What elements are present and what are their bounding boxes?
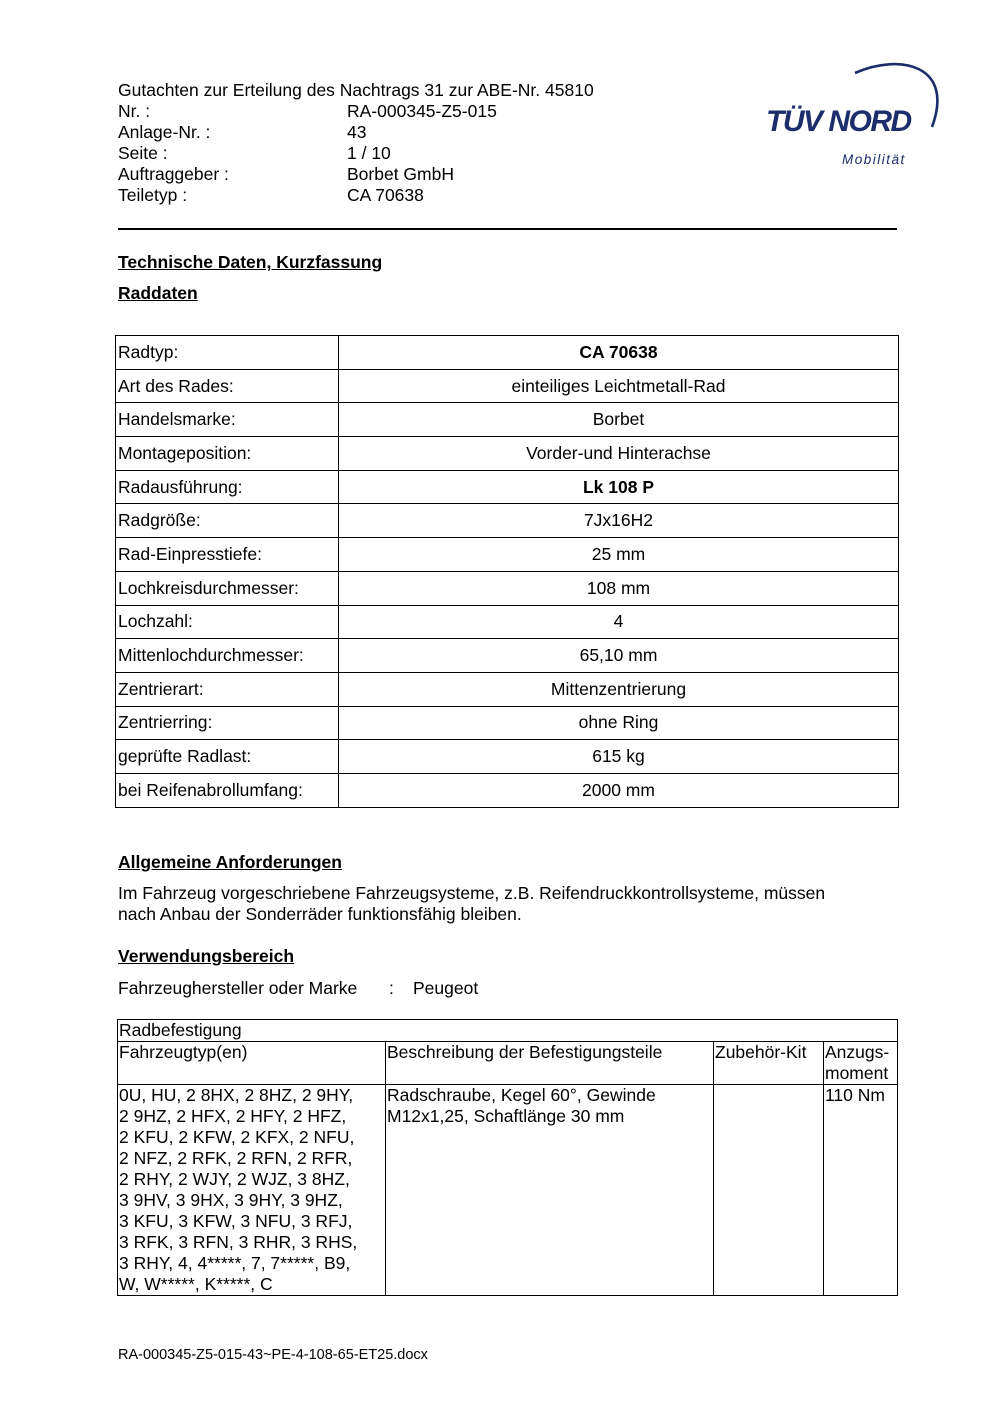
radbefestigung-table bbox=[117, 1019, 898, 1296]
header-value: 1 / 10 bbox=[347, 143, 391, 163]
vehicle-types-line: W, W*****, K*****, C bbox=[119, 1274, 273, 1294]
header-anzugsmoment bbox=[824, 1042, 898, 1085]
header-divider bbox=[118, 228, 897, 230]
row-value: Borbet bbox=[339, 403, 899, 437]
vehicle-types-line: 3 RHY, 4, 4*****, 7, 7*****, B9, bbox=[119, 1253, 351, 1273]
row-label: Radausführung: bbox=[116, 470, 339, 504]
row-label: bei Reifenabrollumfang: bbox=[116, 773, 339, 807]
table-row bbox=[116, 504, 899, 538]
row-label: Zentrierart: bbox=[116, 672, 339, 706]
header-anzugsmoment-line: Anzugs- bbox=[825, 1042, 890, 1062]
table-row bbox=[116, 605, 899, 639]
accessory-kit-cell bbox=[714, 1085, 824, 1296]
header-value: 43 bbox=[347, 122, 367, 142]
vehicle-types-line: 3 RFK, 3 RFN, 3 RHR, 3 RHS, bbox=[119, 1232, 358, 1252]
header-row-auftraggeber bbox=[118, 164, 454, 185]
header-label: Teiletyp : bbox=[118, 185, 188, 205]
paragraph-line: nach Anbau der Sonderräder funktionsfähig bleiben. bbox=[118, 904, 522, 924]
row-label: Lochkreisdurchmesser: bbox=[116, 571, 339, 605]
fastener-description-line: M12x1,25, Schaftlänge 30 mm bbox=[387, 1106, 625, 1126]
vehicle-types-line: 2 NFZ, 2 RFK, 2 RFN, 2 RFR, bbox=[119, 1148, 353, 1168]
header-label: Auftraggeber : bbox=[118, 164, 229, 184]
header-value: RA-000345-Z5-015 bbox=[347, 101, 497, 121]
fastener-description-cell bbox=[386, 1085, 714, 1296]
vehicle-types-line: 3 KFU, 3 KFW, 3 NFU, 3 RFJ, bbox=[119, 1211, 353, 1231]
section-heading-allgemeine-anforderungen: Allgemeine Anforderungen bbox=[118, 852, 342, 872]
table-row bbox=[116, 571, 899, 605]
row-value: 2000 mm bbox=[339, 773, 899, 807]
section-heading-raddaten: Raddaten bbox=[118, 283, 198, 303]
paragraph-line: Im Fahrzeug vorgeschriebene Fahrzeugsysteme, z.B. Reifendruckkontrollsysteme, müssen bbox=[118, 883, 826, 903]
vehicle-types-cell bbox=[118, 1085, 386, 1296]
row-value: CA 70638 bbox=[339, 336, 899, 370]
vehicle-types-line: 3 9HV, 3 9HX, 3 9HY, 3 9HZ, bbox=[119, 1190, 343, 1210]
table-row bbox=[116, 437, 899, 471]
row-label: Rad-Einpresstiefe: bbox=[116, 538, 339, 572]
row-label: Lochzahl: bbox=[116, 605, 339, 639]
header-label: Anlage-Nr. : bbox=[118, 122, 211, 142]
section-heading-technische-daten: Technische Daten, Kurzfassung bbox=[118, 252, 383, 272]
table-row bbox=[116, 403, 899, 437]
row-value: ohne Ring bbox=[339, 706, 899, 740]
row-value: 4 bbox=[339, 605, 899, 639]
header-zubehoer-kit: Zubehör-Kit bbox=[714, 1042, 824, 1085]
header-row-anlage bbox=[118, 122, 366, 143]
logo-brand: TÜV NORD bbox=[766, 105, 911, 138]
row-value: Mittenzentrierung bbox=[339, 672, 899, 706]
table-title-row bbox=[118, 1020, 898, 1042]
torque-cell: 110 Nm bbox=[824, 1085, 898, 1296]
manufacturer-label: Fahrzeughersteller oder Marke bbox=[118, 978, 358, 998]
row-label: Mittenlochdurchmesser: bbox=[116, 639, 339, 673]
row-label: Handelsmarke: bbox=[116, 403, 339, 437]
raddaten-table bbox=[115, 335, 899, 808]
table-row bbox=[116, 336, 899, 370]
header-value: Borbet GmbH bbox=[347, 164, 454, 184]
vehicle-types-line: 2 KFU, 2 KFW, 2 KFX, 2 NFU, bbox=[119, 1127, 355, 1147]
row-label: Radgröße: bbox=[116, 504, 339, 538]
row-value: einteiliges Leichtmetall-Rad bbox=[339, 369, 899, 403]
table-row bbox=[116, 740, 899, 774]
vehicle-types-line: 2 RHY, 2 WJY, 2 WJZ, 3 8HZ, bbox=[119, 1169, 350, 1189]
manufacturer-value: Peugeot bbox=[413, 978, 479, 998]
row-value: 615 kg bbox=[339, 740, 899, 774]
header-value: CA 70638 bbox=[347, 185, 424, 205]
table-header-row bbox=[118, 1042, 898, 1085]
row-value: 7Jx16H2 bbox=[339, 504, 899, 538]
section-heading-verwendungsbereich: Verwendungsbereich bbox=[118, 946, 295, 966]
header-label: Seite : bbox=[118, 143, 168, 163]
header-beschreibung: Beschreibung der Befestigungsteile bbox=[386, 1042, 714, 1085]
table-row bbox=[116, 538, 899, 572]
table-row bbox=[116, 639, 899, 673]
header-row-nr bbox=[118, 101, 497, 122]
fastener-description-line: Radschraube, Kegel 60°, Gewinde bbox=[387, 1085, 656, 1105]
manufacturer-separator: : bbox=[389, 978, 394, 998]
tuv-nord-logo bbox=[760, 55, 945, 175]
logo-subtitle: Mobilität bbox=[842, 152, 906, 167]
row-value: 65,10 mm bbox=[339, 639, 899, 673]
footer-filename: RA-000345-Z5-015-43~PE-4-108-65-ET25.docx bbox=[118, 1347, 428, 1363]
vehicle-types-line: 0U, HU, 2 8HX, 2 8HZ, 2 9HY, bbox=[119, 1085, 354, 1105]
row-value: Lk 108 P bbox=[339, 470, 899, 504]
document-title: Gutachten zur Erteilung des Nachtrags 31 zur ABE-Nr. 45810 bbox=[118, 80, 594, 100]
table-row bbox=[116, 369, 899, 403]
table-row bbox=[118, 1085, 898, 1296]
row-value: 25 mm bbox=[339, 538, 899, 572]
header-row-teiletyp bbox=[118, 185, 424, 206]
table-row bbox=[116, 706, 899, 740]
row-label: Zentrierring: bbox=[116, 706, 339, 740]
header-row-seite bbox=[118, 143, 391, 164]
vehicle-types-line: 2 9HZ, 2 HFX, 2 HFY, 2 HFZ, bbox=[119, 1106, 347, 1126]
table-row bbox=[116, 773, 899, 807]
row-label: Radtyp: bbox=[116, 336, 339, 370]
header-anzugsmoment-line: moment bbox=[825, 1063, 889, 1083]
row-value: 108 mm bbox=[339, 571, 899, 605]
row-label: geprüfte Radlast: bbox=[116, 740, 339, 774]
table-title: Radbefestigung bbox=[118, 1020, 898, 1042]
table-row bbox=[116, 470, 899, 504]
row-label: Art des Rades: bbox=[116, 369, 339, 403]
header-label: Nr. : bbox=[118, 101, 151, 121]
table-row bbox=[116, 672, 899, 706]
header-fahrzeugtyp: Fahrzeugtyp(en) bbox=[118, 1042, 386, 1085]
row-label: Montageposition: bbox=[116, 437, 339, 471]
row-value: Vorder-und Hinterachse bbox=[339, 437, 899, 471]
